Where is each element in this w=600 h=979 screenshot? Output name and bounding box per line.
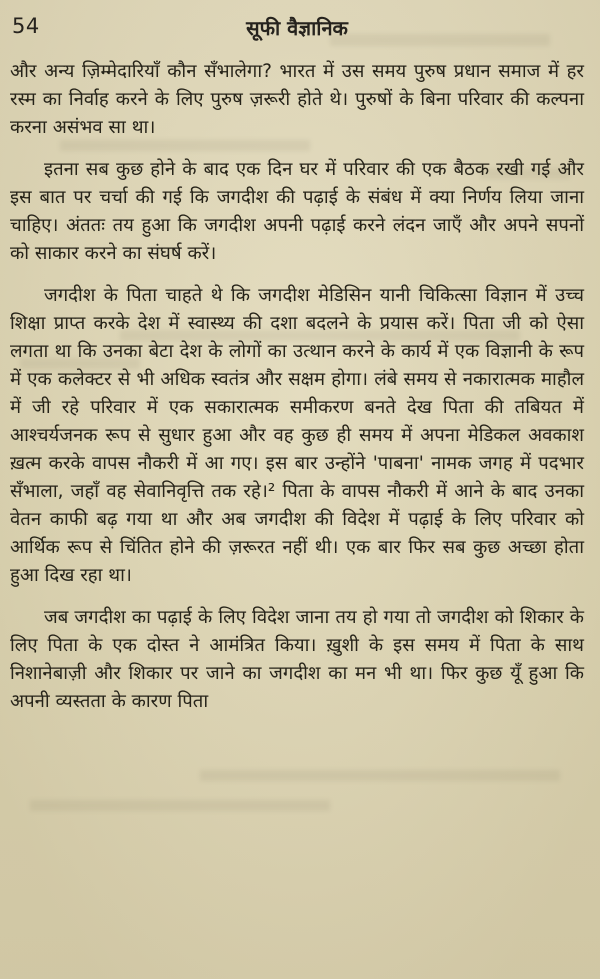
page-bleed-through xyxy=(200,770,560,781)
running-header-title: सूफी वैज्ञानिक xyxy=(246,16,348,40)
paragraph: इतना सब कुछ होने के बाद एक दिन घर में परिवार की एक बैठक रखी गई और इस बात पर चर्चा की गई कि जगदीश की पढ़ाई के संबंध में क्या निर्णय लिया जाना चाहिए। अंततः तय हुआ कि जगदीश अपनी पढ़ाई करने लंदन जाएँ और अपने सपनों को साकार करने का संघर्ष करें। xyxy=(10,159,584,264)
paragraph-continuation: और अन्य ज़िम्मेदारियाँ कौन सँभालेगा? भारत में उस समय पुरुष प्रधान समाज में हर रस्म का निर्वाह करने के लिए पुरुष ज़रूरी होते थे। पुरुषों के बिना परिवार की कल्पना करना असंभव सा था। xyxy=(10,61,584,138)
body-text xyxy=(10,58,584,716)
page-bleed-through xyxy=(30,800,330,811)
paragraph: जब जगदीश का पढ़ाई के लिए विदेश जाना तय हो गया तो जगदीश को शिकार के लिए पिता के एक दोस्त ने आमंत्रित किया। ख़ुशी के इस समय में पिता के साथ निशानेबाज़ी और शिकार पर जाने का जगदीश का मन भी था। फिर कुछ यूँ हुआ कि अपनी व्यस्तता के कारण पिता xyxy=(10,607,584,712)
paragraph: जगदीश के पिता चाहते थे कि जगदीश मेडिसिन यानी चिकित्सा विज्ञान में उच्च शिक्षा प्राप्त करके देश में स्वास्थ्य की दशा बदलने के प्रयास करें। पिता जी को ऐसा लगता था कि उनका बेटा देश के लोगों का उत्थान करने के कार्य में एक विज्ञानी के रूप में एक कलेक्टर से भी अधिक स्वतंत्र और सक्षम होगा। लंबे समय से नकारात्मक माहौल में जी रहे परिवार में एक सकारात्मक समीकरण बनते देख पिता की तबियत में आश्चर्यजनक रूप से सुधार हुआ और वह कुछ ही समय में अपना मेडिकल अवकाश ख़त्म करके वापस नौकरी में आ गए। इस बार उन्होंने 'पाबना' नामक जगह में पदभार सँभाला, जहाँ वह सेवानिवृत्ति तक रहे।² पिता के वापस नौकरी में आने के बाद उनका वेतन काफी बढ़ गया था और अब जगदीश की विदेश में पढ़ाई के लिए परिवार को आर्थिक रूप से चिंतित होने की ज़रूरत नहीं थी। एक बार फिर सब कुछ अच्छा होता हुआ दिख रहा था। xyxy=(10,285,584,586)
page-header xyxy=(10,14,584,58)
page-number: 54 xyxy=(12,14,40,38)
